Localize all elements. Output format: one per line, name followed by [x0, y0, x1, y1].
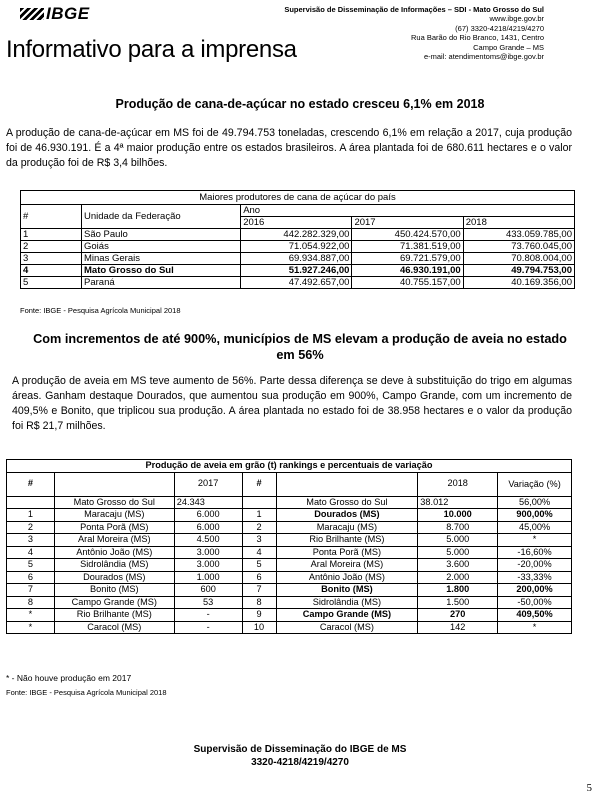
table-cell: 270 [418, 609, 498, 622]
contact-city: Campo Grande – MS [473, 42, 544, 52]
table-cell: Mato Grosso do Sul [82, 265, 241, 277]
table-cell: 5.000 [418, 546, 498, 559]
table-cell: 6 [242, 571, 276, 584]
table-cell: 8 [7, 596, 55, 609]
table-cell: 8.700 [418, 521, 498, 534]
table-cell: Dourados (MS) [276, 509, 418, 522]
table-cell: -20,00% [498, 559, 572, 572]
table-cell: Minas Gerais [82, 253, 241, 265]
table-cell: Ponta Porã (MS) [54, 521, 174, 534]
table-cell: Aral Moreira (MS) [54, 534, 174, 547]
table-row [21, 241, 575, 253]
article1-paragraph: A produção de cana-de-açúcar em MS foi de 49.794.753 toneladas, crescendo 6,1% em relação a 2017, cuja produção foi de 46.930.191. É a 4ª maior produção entre os estados brasileiros. A área plantada foi de 680.611 hectares e o valor da produção foi de R$ 3,4 bilhões. [6, 127, 572, 169]
table-row [21, 229, 575, 241]
table-cell: 450.424.570,00 [352, 229, 463, 241]
col-header-year: 2016 [241, 217, 352, 229]
table-cell: Maracaju (MS) [276, 521, 418, 534]
table-cell: 3.000 [174, 559, 242, 572]
col-header-empty [54, 472, 174, 496]
table-cell: Aral Moreira (MS) [276, 559, 418, 572]
table-cell: 3 [242, 534, 276, 547]
table-cell: 3.000 [174, 546, 242, 559]
table-cell: 1.000 [174, 571, 242, 584]
table-cell: 38.012 [418, 496, 498, 509]
table-cell: 3.600 [418, 559, 498, 572]
contact-unit: Supervisão de Disseminação de Informações – SDI - Mato Grosso do Sul [284, 5, 544, 14]
table-cell: 6.000 [174, 509, 242, 522]
table-row [7, 621, 572, 634]
col-header-uf: Unidade da Federação [82, 205, 241, 229]
table-cell: 10 [242, 621, 276, 634]
table-cell: 5 [7, 559, 55, 572]
table-cell: 900,00% [498, 509, 572, 522]
col-header-year: 2017 [352, 217, 463, 229]
table-cell: Maracaju (MS) [54, 509, 174, 522]
table-cell: Antônio João (MS) [54, 546, 174, 559]
table-cell: 5.000 [418, 534, 498, 547]
table1-source: Fonte: IBGE - Pesquisa Agrícola Municipal 2018 [20, 306, 181, 315]
table-cell: Dourados (MS) [54, 571, 174, 584]
table-cell: Campo Grande (MS) [276, 609, 418, 622]
table-cell: 51.927.246,00 [241, 265, 352, 277]
table2-note: * - Não houve produção em 2017 [6, 673, 132, 683]
table-cell: Rio Brilhante (MS) [276, 534, 418, 547]
contact-website: www.ibge.gov.br [489, 14, 544, 24]
table-cell: Mato Grosso do Sul [276, 496, 418, 509]
table-cell: * [498, 534, 572, 547]
table-cell: 9 [242, 609, 276, 622]
col-header-year: 2017 [174, 472, 242, 496]
table-cell: 49.794.753,00 [463, 265, 574, 277]
col-header-rank: # [242, 472, 276, 496]
table-cell: 40.755.157,00 [352, 277, 463, 289]
table-cell: Caracol (MS) [276, 621, 418, 634]
table-row [7, 584, 572, 597]
table-cell: * [7, 609, 55, 622]
table-cell: * [7, 621, 55, 634]
page-title: Informativo para a imprensa [6, 36, 297, 63]
col-header-rank: # [7, 472, 55, 496]
table-cell: 24.343 [174, 496, 242, 509]
table-row [7, 609, 572, 622]
table-cell: -16,60% [498, 546, 572, 559]
table-cell: -33,33% [498, 571, 572, 584]
table-row [7, 571, 572, 584]
table-cell: 142 [418, 621, 498, 634]
table-cell: 6.000 [174, 521, 242, 534]
table-cell: 442.282.329,00 [241, 229, 352, 241]
table-cell [242, 496, 276, 509]
table-cell: Goiás [82, 241, 241, 253]
ibge-logo-mark [20, 8, 44, 20]
ibge-logo-text: IBGE [46, 4, 90, 23]
table-row [21, 265, 575, 277]
table-caption: Maiores produtores de cana de açúcar do país [21, 191, 575, 205]
table-cell: 2 [7, 521, 55, 534]
table-cell: 7 [242, 584, 276, 597]
contact-phone: (67) 3320-4218/4219/4270 [455, 23, 544, 33]
footer-line: Supervisão de Disseminação do IBGE de MS [193, 744, 407, 755]
ibge-logo [20, 4, 90, 24]
table-cell: 200,00% [498, 584, 572, 597]
article2-paragraph: A produção de aveia em MS teve aumento de 56%. Parte dessa diferença se deve à substituição do trigo em algumas áreas. Ganham destaque Dourados, que aumentou sua produção em 900%, Campo Grande, com um incremento de 409,5% e Bonito, que triplicou sua produção. A área plantada no estado foi de 38.958 hectares e o valor da produção foi R$ 21,7 milhões. [12, 375, 572, 432]
table-cell: 1.500 [418, 596, 498, 609]
col-header-variation: Variação (%) [498, 472, 572, 496]
contact-email: e-mail: atendimentoms@ibge.gov.br [423, 52, 544, 62]
table-row [7, 559, 572, 572]
table-cell: 70.808.004,00 [463, 253, 574, 265]
table2-source: Fonte: IBGE - Pesquisa Agrícola Municipal 2018 [6, 688, 167, 697]
table-cell: 56,00% [498, 496, 572, 509]
article1-title: Produção de cana-de-açúcar no estado cresceu 6,1% em 2018 [115, 97, 485, 111]
table-cell: 47.492.657,00 [241, 277, 352, 289]
table-cell: 69.934.887,00 [241, 253, 352, 265]
col-header-empty [276, 472, 418, 496]
table-cell: 45,00% [498, 521, 572, 534]
col-header-ano: Ano [241, 205, 575, 217]
table-cell: 5 [242, 559, 276, 572]
table-cell: 4 [7, 546, 55, 559]
table-cell: 73.760.045,00 [463, 241, 574, 253]
table-cell: 1 [7, 509, 55, 522]
table-cell: Campo Grande (MS) [54, 596, 174, 609]
table-cell: 2 [242, 521, 276, 534]
table-cell: 69.721.579,00 [352, 253, 463, 265]
table-cell: 71.054.922,00 [241, 241, 352, 253]
table-cell: 2 [21, 241, 82, 253]
table-cell: 1 [242, 509, 276, 522]
table-caption: Produção de aveia em grão (t) rankings e percentuais de variação [7, 460, 572, 473]
table-cell: 4.500 [174, 534, 242, 547]
table-cell: Ponta Porã (MS) [276, 546, 418, 559]
table-cell: 8 [242, 596, 276, 609]
table-row [21, 277, 575, 289]
table-cell: Rio Brilhante (MS) [54, 609, 174, 622]
table-cell: 600 [174, 584, 242, 597]
article2-title: Com incrementos de até 900%, municípios de MS elevam a produção de aveia no estado em 56% [33, 332, 567, 362]
table-cell: 1 [21, 229, 82, 241]
table-cell: 1.800 [418, 584, 498, 597]
table-cell: 7 [7, 584, 55, 597]
table-cell: 409,50% [498, 609, 572, 622]
table-cell: 3 [21, 253, 82, 265]
table-row [7, 521, 572, 534]
table-row [7, 596, 572, 609]
table-cell: Bonito (MS) [276, 584, 418, 597]
table-row [21, 253, 575, 265]
contact-address: Rua Barão do Rio Branco, 1431, Centro [411, 33, 544, 43]
table-cell: - [174, 609, 242, 622]
table-cell: * [498, 621, 572, 634]
col-header-index: # [21, 205, 82, 229]
table-cell: 2.000 [418, 571, 498, 584]
table-cell: Bonito (MS) [54, 584, 174, 597]
table-cell: Paraná [82, 277, 241, 289]
table-cell: Antônio João (MS) [276, 571, 418, 584]
table-cell: São Paulo [82, 229, 241, 241]
table-row [7, 546, 572, 559]
col-header-year: 2018 [463, 217, 574, 229]
table-row [7, 534, 572, 547]
table-cell: 433.059.785,00 [463, 229, 574, 241]
table-cell: Caracol (MS) [54, 621, 174, 634]
table-cell: 71.381.519,00 [352, 241, 463, 253]
table-cell: Sidrolândia (MS) [276, 596, 418, 609]
sugarcane-table [20, 190, 575, 289]
table-cell: 40.169.356,00 [463, 277, 574, 289]
table-cell: 46.930.191,00 [352, 265, 463, 277]
table-cell: 4 [21, 265, 82, 277]
footer [0, 743, 600, 769]
table-cell: 6 [7, 571, 55, 584]
footer-line: 3320-4218/4219/4270 [251, 757, 349, 768]
table-cell: 4 [242, 546, 276, 559]
table-cell: Sidrolândia (MS) [54, 559, 174, 572]
table-cell: - [174, 621, 242, 634]
page-number: 5 [586, 782, 592, 794]
table-cell: -50,00% [498, 596, 572, 609]
col-header-year: 2018 [418, 472, 498, 496]
table-cell: 10.000 [418, 509, 498, 522]
oat-table [6, 459, 572, 634]
table-row [7, 509, 572, 522]
table-cell: Mato Grosso do Sul [54, 496, 174, 509]
table-cell: 3 [7, 534, 55, 547]
table-cell: 5 [21, 277, 82, 289]
table-cell: 53 [174, 596, 242, 609]
contact-block [284, 5, 544, 61]
table-cell [7, 496, 55, 509]
